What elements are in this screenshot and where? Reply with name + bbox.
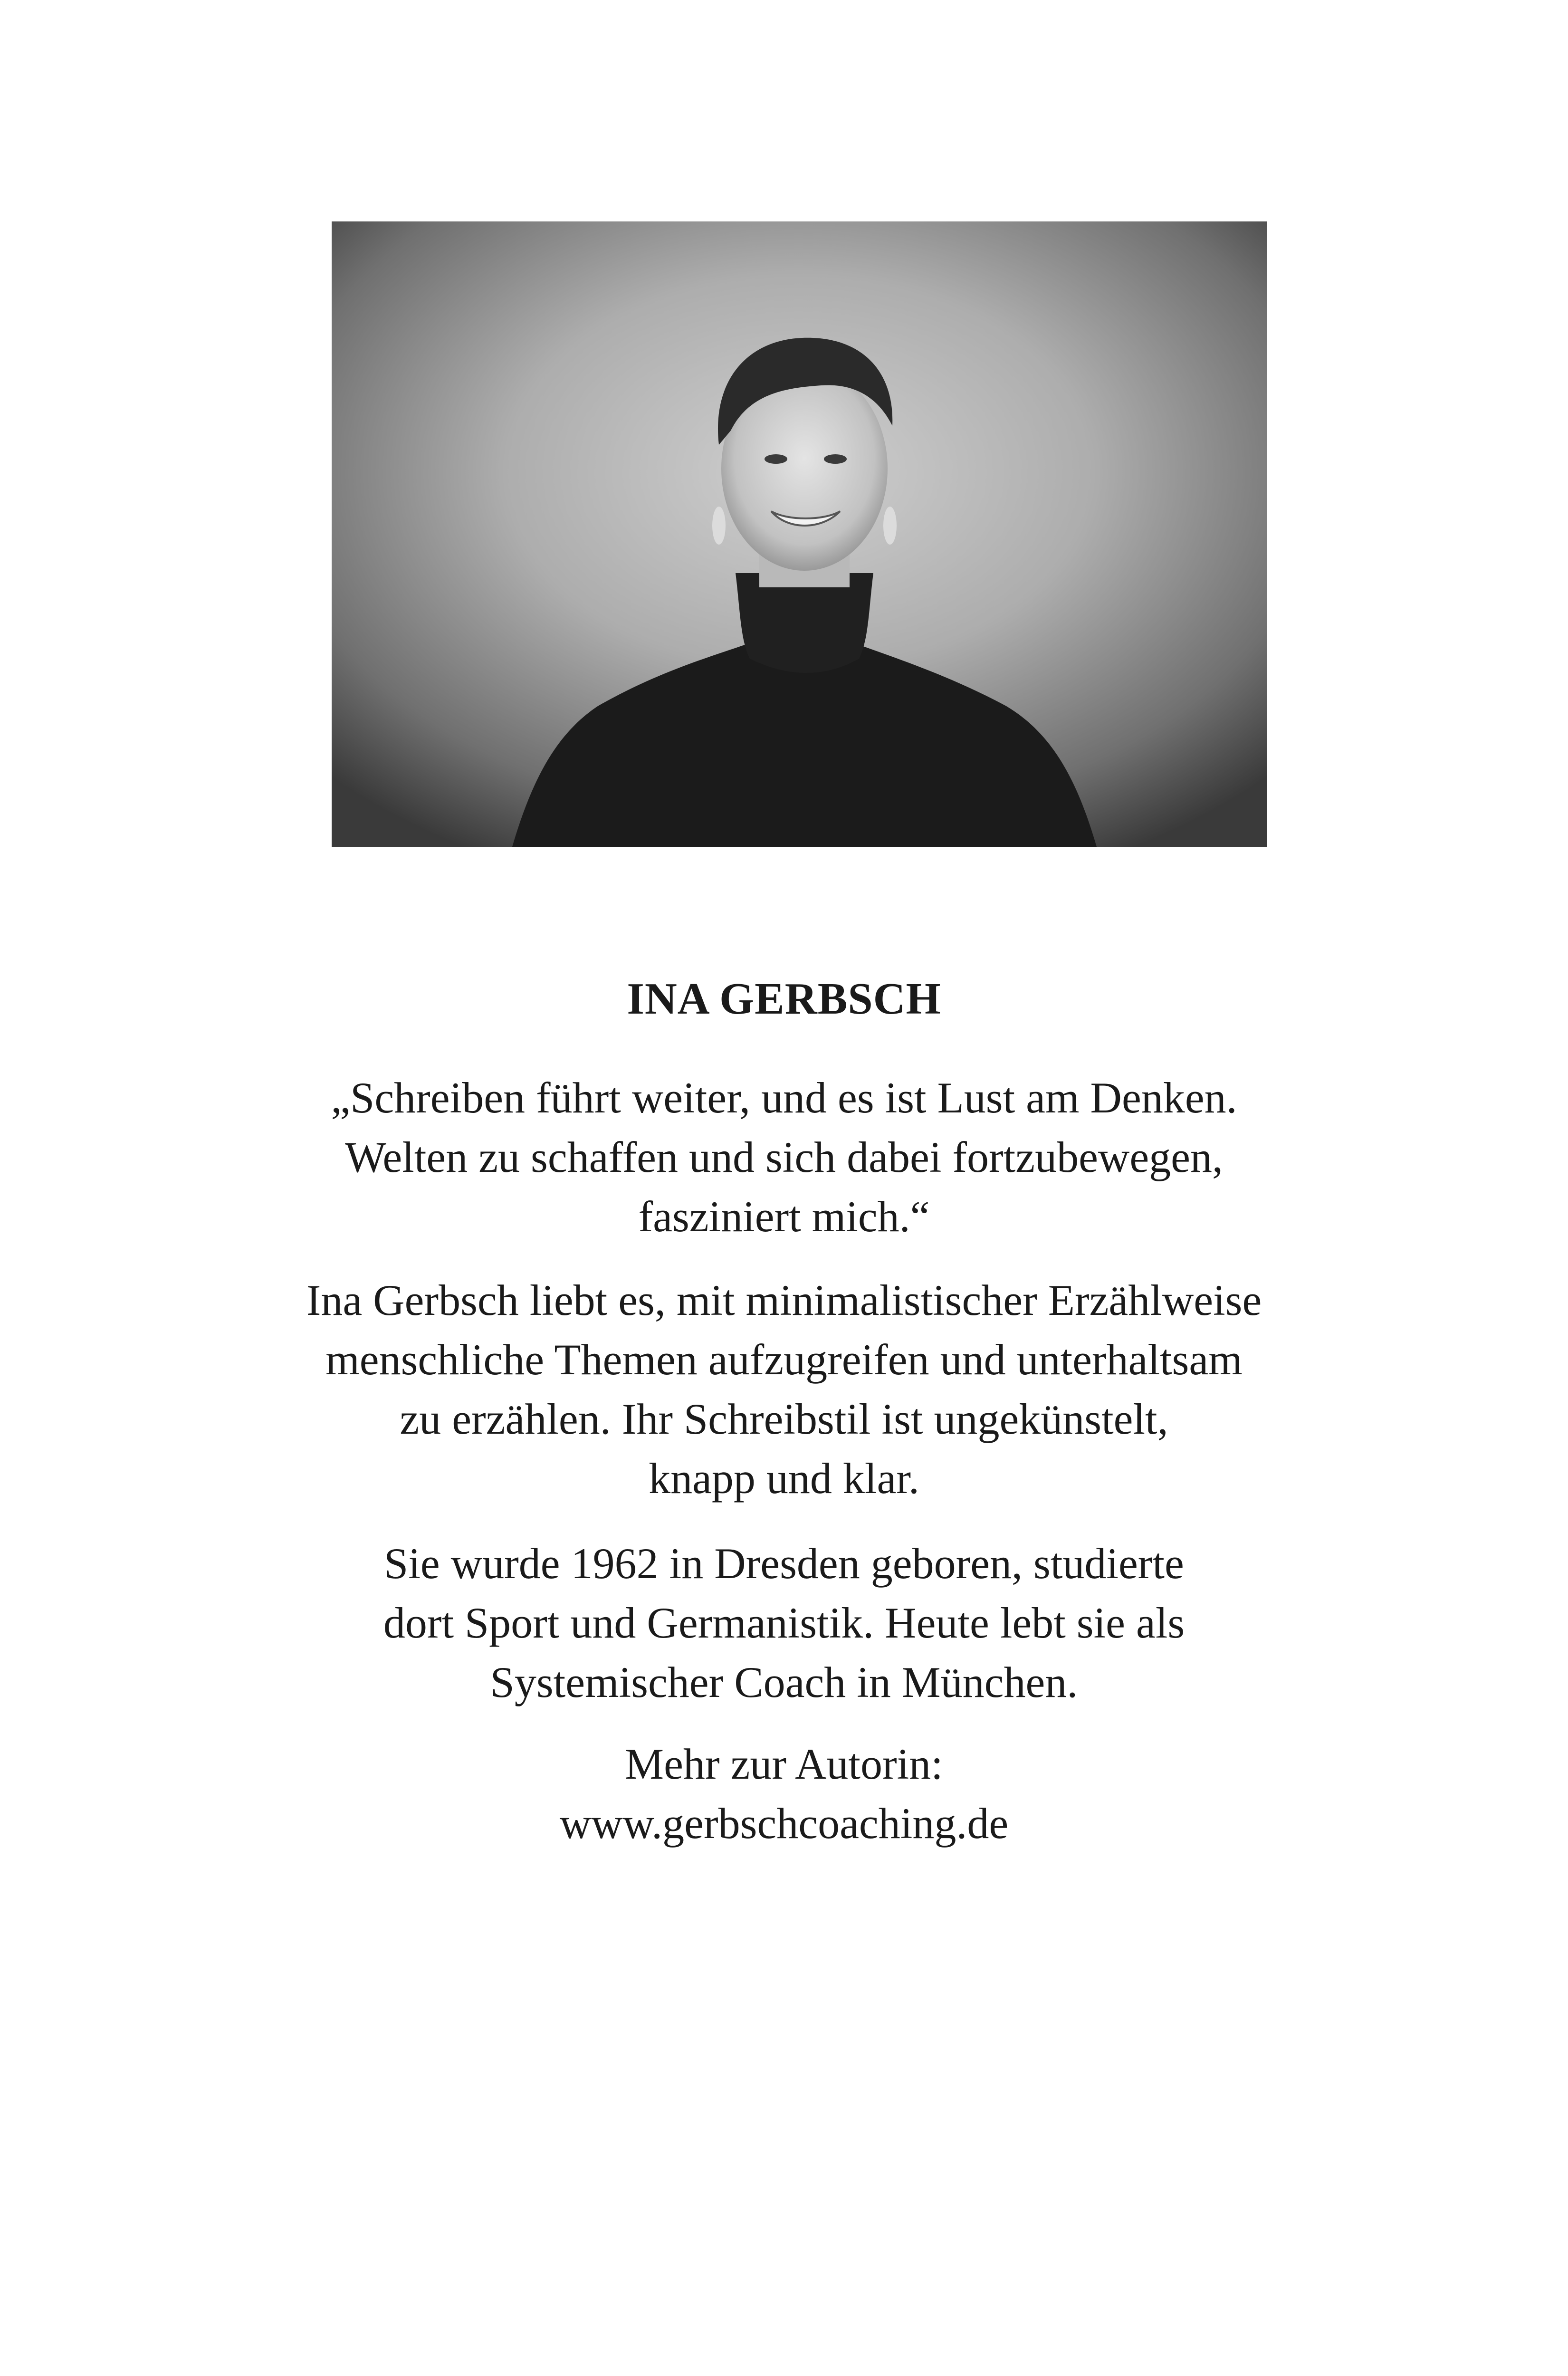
author-portrait [332,221,1267,847]
author-life-paragraph [214,1534,1354,1712]
bio-line: menschliche Themen aufzugreifen und unterhaltsam [325,1335,1243,1384]
author-bio-paragraph [214,1271,1354,1508]
more-about-author [214,1734,1354,1853]
quote-line: fasziniert mich.“ [638,1192,930,1241]
quote-line: Welten zu schaffen und sich dabei fortzubewegen, [344,1133,1224,1181]
bio-line: Ina Gerbsch liebt es, mit minimalistischer Erzählweise [306,1276,1262,1324]
bio-line: knapp und klar. [649,1454,919,1503]
more-label: Mehr zur Autorin: [625,1740,943,1788]
author-name: INA GERBSCH [627,974,941,1024]
author-quote [214,1068,1354,1246]
bio-line: zu erzählen. Ihr Schreibstil ist ungekünstelt, [400,1395,1168,1443]
author-website-link[interactable]: www.gerbschcoaching.de [559,1799,1009,1848]
bio-line: Systemischer Coach in München. [490,1658,1078,1706]
bio-line: Sie wurde 1962 in Dresden geboren, studierte [384,1539,1184,1588]
bio-line: dort Sport und Germanistik. Heute lebt sie als [383,1599,1185,1647]
quote-line: „Schreiben führt weiter, und es ist Lust am Denken. [331,1073,1237,1122]
